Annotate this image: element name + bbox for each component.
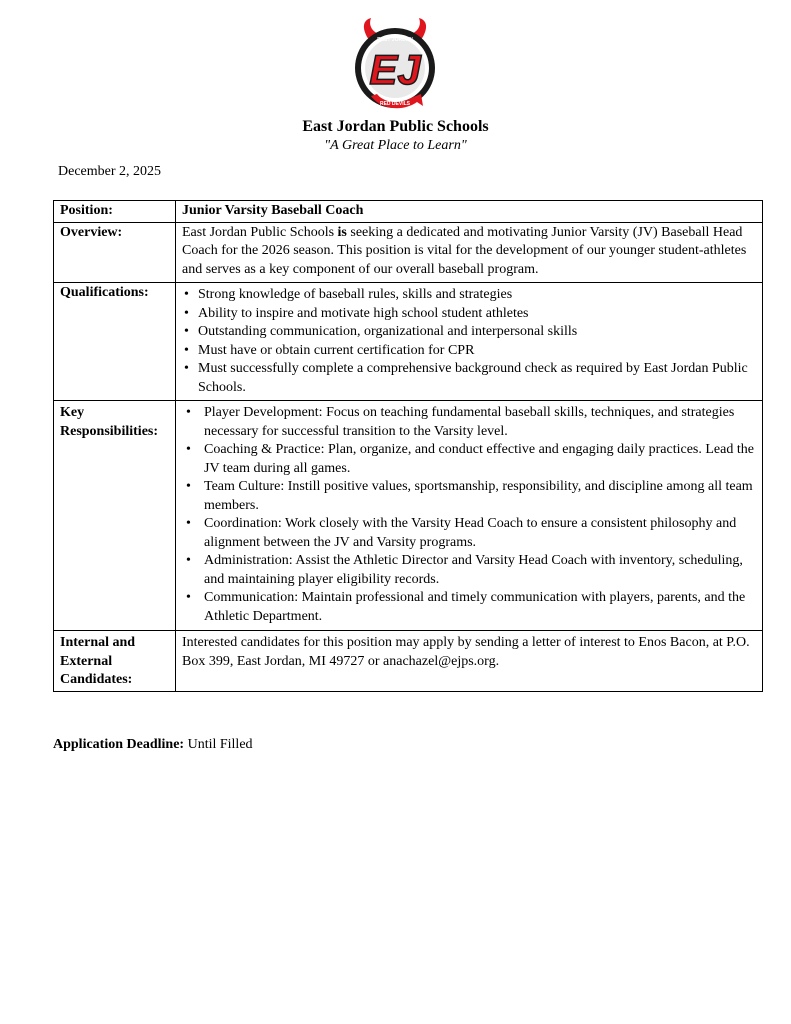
posting-date: December 2, 2025: [58, 164, 162, 179]
overview-text: East Jordan Public Schools is seeking a dedicated and motivating Junior Varsity (JV) Baseball Head Coach for the 2026 season. This position is vital for the development of our younger student-athletes and serves as a key component of our overall baseball program.: [176, 222, 763, 283]
qualifications-label: Qualifications:: [54, 283, 176, 401]
application-deadline: [53, 737, 253, 753]
job-posting-table: [53, 200, 763, 692]
list-item: • Administration: Assist the Athletic Director and Varsity Head Coach with inventory, scheduling, and maintaining player eligibility records.: [182, 552, 756, 589]
list-item: • Communication: Maintain professional and timely communication with players, parents, and the Athletic Department.: [182, 589, 756, 626]
deadline-label: Application Deadline:: [53, 737, 185, 752]
organization-name: East Jordan Public Schools: [302, 118, 489, 135]
qualifications-cell: [176, 283, 763, 401]
list-item: • Coordination: Work closely with the Varsity Head Coach to ensure a consistent philosophy and alignment between the JV and Varsity programs.: [182, 515, 756, 552]
list-item: • Outstanding communication, organizational and interpersonal skills: [182, 323, 756, 342]
responsibilities-cell: [176, 401, 763, 631]
candidates-row: [54, 631, 763, 692]
position-label: Position:: [54, 201, 176, 223]
responsibilities-list: [182, 404, 756, 626]
organization-motto: "A Great Place to Learn": [324, 138, 467, 153]
deadline-value: Until Filled: [187, 737, 253, 752]
position-row: [54, 201, 763, 223]
list-item: • Coaching & Practice: Plan, organize, and conduct effective and engaging daily practices. Lead the JV team during all games.: [182, 441, 756, 478]
qualifications-list: [182, 286, 756, 397]
list-item: • Player Development: Focus on teaching fundamental baseball skills, techniques, and strategies necessary for successful transition to the Varsity level.: [182, 404, 756, 441]
school-logo: [351, 18, 439, 112]
list-item: • Team Culture: Instill positive values, sportsmanship, responsibility, and discipline among all team members.: [182, 478, 756, 515]
candidates-text: Interested candidates for this position may apply by sending a letter of interest to Enos Bacon, at P.O. Box 399, East Jordan, MI 49727 or anachazel@ejps.org.: [176, 631, 763, 692]
position-value: Junior Varsity Baseball Coach: [176, 201, 763, 223]
responsibilities-label: Key Responsibilities:: [54, 401, 176, 631]
list-item: • Must have or obtain current certification for CPR: [182, 342, 756, 361]
logo-letters: EJ: [369, 46, 421, 93]
list-item: • Ability to inspire and motivate high school student athletes: [182, 305, 756, 324]
list-item: • Must successfully complete a comprehensive background check as required by East Jordan Public Schools.: [182, 360, 756, 397]
candidates-label: Internal and External Candidates:: [54, 631, 176, 692]
logo-ring-text-top: EAST JORDAN: [377, 37, 413, 43]
qualifications-row: [54, 283, 763, 401]
responsibilities-row: [54, 401, 763, 631]
overview-row: [54, 222, 763, 283]
logo-ring-text-bottom: RED DEVILS: [379, 101, 411, 107]
overview-label: Overview:: [54, 222, 176, 283]
list-item: • Strong knowledge of baseball rules, skills and strategies: [182, 286, 756, 305]
